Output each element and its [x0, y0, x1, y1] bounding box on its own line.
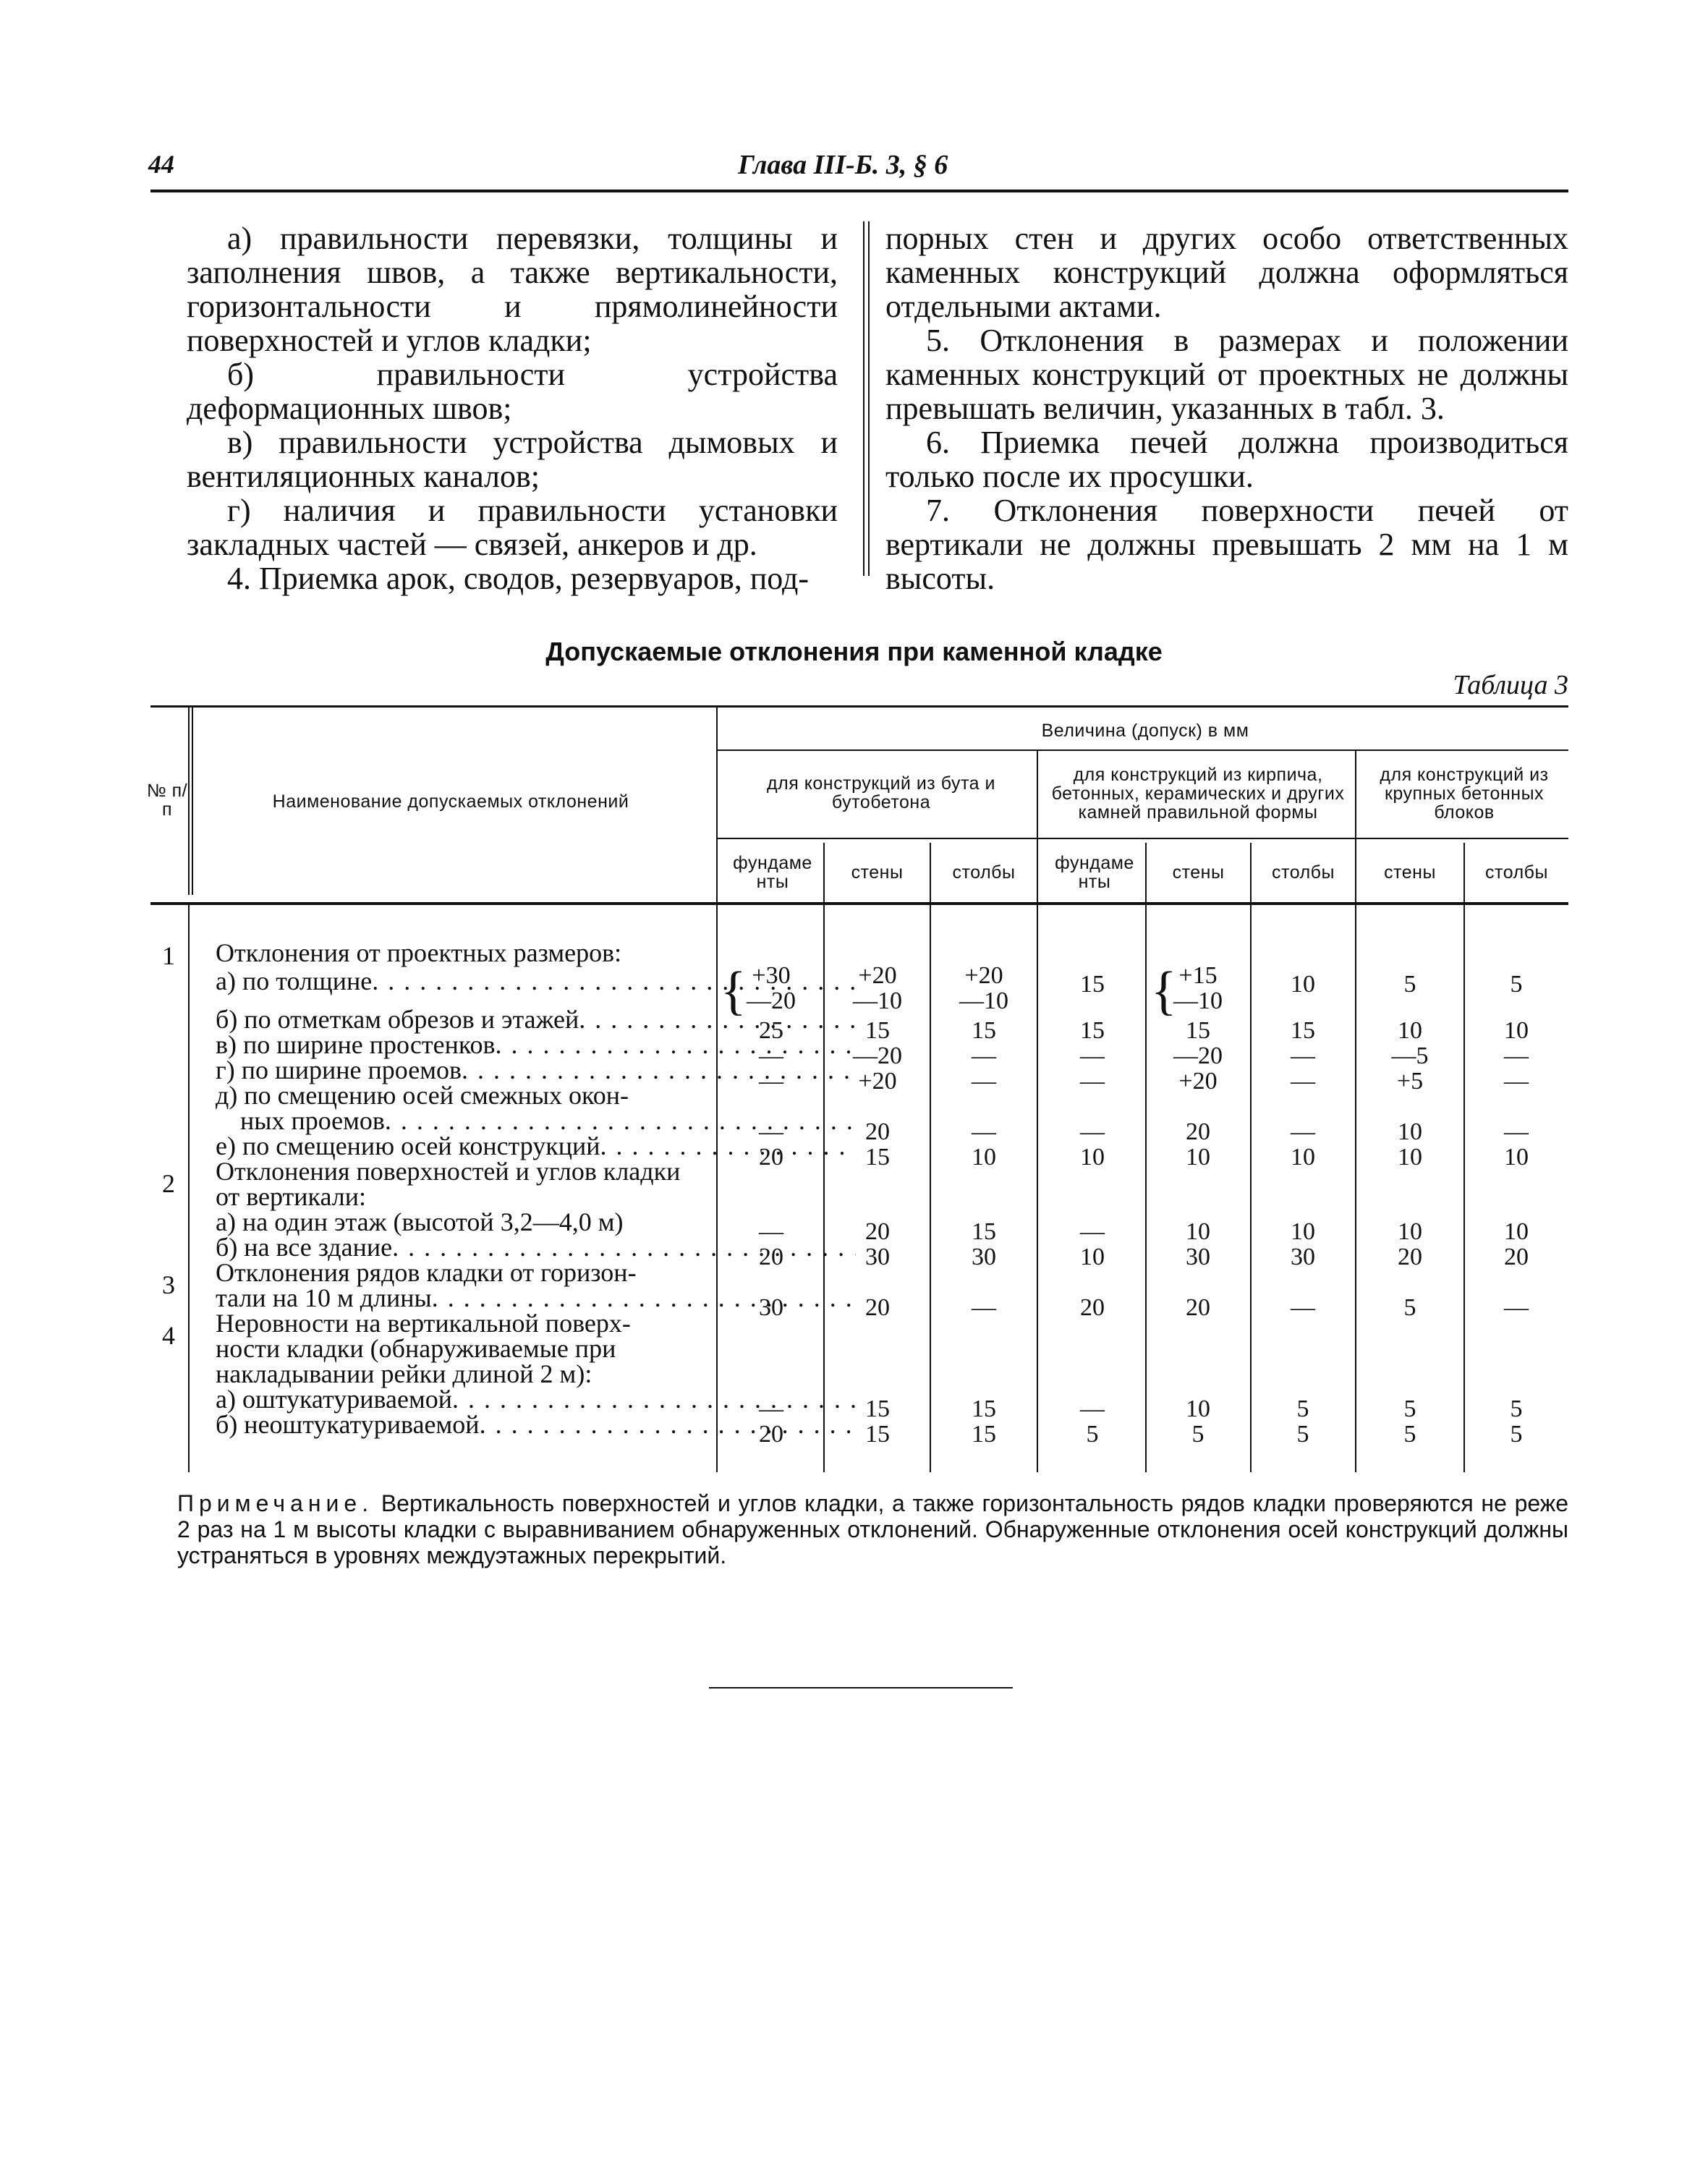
subheader-rule	[716, 838, 1568, 839]
cell-value: 10	[1398, 1118, 1422, 1145]
cell-value: 10	[1291, 971, 1315, 998]
cell-value: 20	[1504, 1244, 1529, 1270]
cell-value: 20	[1186, 1294, 1210, 1321]
subheader-walls: стены	[851, 862, 904, 883]
paragraph: 6. Приемка печей должна производиться только после их просушки.	[885, 425, 1568, 494]
description-text: б) по отметкам обрезов и этажей	[216, 1005, 579, 1034]
cell-value: 20	[865, 1294, 890, 1321]
column-divider	[863, 221, 870, 576]
cell-value: 15	[972, 1218, 996, 1245]
cell-value: —	[972, 1294, 996, 1321]
cell-value: 10	[1398, 1017, 1422, 1044]
cell-value: 30	[972, 1244, 996, 1270]
cell-value: —	[1504, 1068, 1529, 1095]
subheader-columns: столбы	[952, 862, 1016, 883]
cell-value: 15	[972, 1396, 996, 1422]
page-number: 44	[148, 150, 174, 179]
cell-value-part: —10	[1173, 987, 1223, 1014]
cell-value: —	[1080, 1396, 1105, 1422]
cell-value: 10	[1398, 1218, 1422, 1245]
cell-value: —20	[1173, 1042, 1223, 1069]
paragraph: порных стен и других особо ответственных каменных конструкций должна оформляться отдельными актами.	[885, 221, 1568, 324]
description-text: тали на 10 м длины	[216, 1283, 432, 1312]
cell-value: +20	[858, 1068, 897, 1095]
cell-value: 15	[972, 1421, 996, 1448]
cell-value: —	[1080, 1118, 1105, 1145]
cell-value: 30	[865, 1244, 890, 1270]
cell-value: 5	[1510, 971, 1523, 998]
note-label: Примечание.	[177, 1490, 374, 1516]
cell-value: +5	[1396, 1068, 1424, 1095]
cell-value: 15	[865, 1017, 890, 1044]
cell-value: —	[1504, 1118, 1529, 1145]
description-text: а) по толщине	[216, 967, 373, 995]
paragraph: в) правильности устройства дымовых и вентиляционных каналов;	[187, 425, 838, 494]
cell-value: —	[759, 1068, 783, 1095]
cell-value: 5	[1403, 1396, 1416, 1422]
cell-value: —	[972, 1118, 996, 1145]
header-group-blocks: для конструкций из крупных бетонных блоков	[1380, 765, 1549, 823]
cell-value: 20	[1398, 1244, 1422, 1270]
cell-value-part: —10	[959, 987, 1008, 1014]
vertical-rule	[188, 705, 190, 895]
cell-value: 20	[759, 1144, 783, 1171]
paragraph: 7. Отклонения поверхности печей от вертикали не должны превышать 2 мм на 1 м высоты.	[885, 493, 1568, 596]
vertical-rule	[1037, 750, 1038, 1472]
cell-value: —	[1504, 1294, 1529, 1321]
row-descriptions	[216, 940, 856, 1437]
vertical-rule	[192, 705, 193, 895]
cell-value	[1147, 963, 1249, 1014]
vertical-rule	[1250, 843, 1252, 1472]
description-text: е) по смещению осей конструкций	[216, 1131, 600, 1160]
cell-value: —	[1080, 1218, 1105, 1245]
cell-value: 30	[1291, 1244, 1315, 1270]
cell-value: —	[759, 1396, 783, 1422]
cell-value: —	[972, 1042, 996, 1069]
cell-value: 20	[865, 1118, 890, 1145]
description-line: накладывании рейки длиной 2 м):	[216, 1359, 592, 1388]
cell-value: 5	[1510, 1421, 1523, 1448]
cell-value: 10	[1080, 1244, 1105, 1270]
cell-value: 30	[1186, 1244, 1210, 1270]
cell-value: 5	[1403, 971, 1416, 998]
cell-value: 15	[1291, 1017, 1315, 1044]
paragraph: г) наличия и правильности установки закладных частей — связей, анкеров и др.	[187, 493, 838, 562]
group-header-rule	[716, 749, 1568, 751]
description-line: от вертикали:	[216, 1182, 367, 1211]
header-group-brick: для конструкций из кирпича, бетонных, керамических и других камней правильной формы	[1051, 765, 1345, 823]
table-title: Допускаемые отклонения при каменной кладке	[545, 637, 1163, 666]
cell-value: 15	[865, 1396, 890, 1422]
description-line: Неровности на вертикальной поверх-	[216, 1309, 631, 1338]
cell-value-part: +15	[1178, 962, 1218, 989]
description-line: Отклонения рядов кладки от горизон-	[216, 1258, 637, 1287]
cell-value-part: —20	[747, 987, 796, 1014]
vertical-rule	[188, 905, 190, 1472]
cell-value: 10	[1504, 1017, 1529, 1044]
row-number: 3	[162, 1270, 175, 1299]
vertical-rule	[1463, 843, 1465, 1472]
cell-value: 10	[1186, 1396, 1210, 1422]
cell-value-part: +20	[964, 962, 1003, 989]
cell-value: —5	[1391, 1042, 1429, 1069]
cell-value: —	[1291, 1042, 1315, 1069]
description-text: в) по ширине простенков	[216, 1030, 496, 1059]
description-text: г) по ширине проемов	[216, 1055, 462, 1084]
cell-value-part: —10	[853, 987, 902, 1014]
brace-symbol: {	[1151, 961, 1177, 1021]
cell-value: 5	[1086, 1421, 1099, 1448]
header-group-rubble: для конструкций из бута и бутобетона	[767, 773, 995, 812]
cell-value: 20	[1080, 1294, 1105, 1321]
cell-value: —	[759, 1118, 783, 1145]
running-head: Глава III-Б. 3, § 6	[738, 150, 948, 180]
cell-value: 5	[1510, 1396, 1523, 1422]
cell-value	[721, 963, 822, 1014]
header-name: Наименование допускаемых отклонений	[272, 791, 629, 812]
description-line: а) на один этаж (высотой 3,2—4,0 м)	[216, 1207, 624, 1236]
header-number: № п/п	[146, 781, 188, 820]
cell-value: —	[1504, 1042, 1529, 1069]
cell-value: —	[759, 1042, 783, 1069]
cell-value: 20	[759, 1421, 783, 1448]
right-text-column	[885, 221, 1568, 595]
vertical-rule	[1355, 750, 1356, 1472]
cell-value	[933, 963, 1034, 1014]
cell-value: 20	[1186, 1118, 1210, 1145]
cell-value: 5	[1403, 1294, 1416, 1321]
cell-value: —	[1291, 1118, 1315, 1145]
cell-value: 20	[865, 1218, 890, 1245]
cell-value: 15	[865, 1144, 890, 1171]
vertical-rule	[1145, 843, 1147, 1472]
description-line: д) по смещению осей смежных окон-	[216, 1081, 629, 1110]
subheader-foundations: фундаменты	[733, 853, 812, 892]
cell-value	[827, 963, 928, 1014]
cell-value: 15	[1080, 1017, 1105, 1044]
row-number: 4	[162, 1321, 175, 1350]
cell-value: —20	[853, 1042, 902, 1069]
subheader-columns: столбы	[1485, 862, 1548, 883]
cell-value: 15	[1080, 971, 1105, 998]
deviations-table	[146, 705, 1568, 1479]
cell-value: 10	[1186, 1218, 1210, 1245]
paragraph: а) правильности перевязки, толщины и заполнения швов, а также вертикальности, горизонтальности и прямолинейности поверхностей и углов кладки;	[187, 221, 838, 358]
row-number: 2	[162, 1169, 175, 1198]
cell-value: 10	[1186, 1144, 1210, 1171]
cell-value: —	[759, 1218, 783, 1245]
cell-value: —	[1291, 1068, 1315, 1095]
description-line: Отклонения поверхностей и углов кладки	[216, 1157, 681, 1186]
cell-value: —	[1080, 1068, 1105, 1095]
cell-value: 5	[1296, 1421, 1309, 1448]
cell-value-part: +30	[752, 962, 791, 989]
left-text-column	[187, 221, 838, 595]
note-text: Вертикальность поверхностей и углов кладки, а также горизонтальность рядов кладки проверяются не реже 2 раз на 1 м высоты кладки с выравниванием обнаруженных отклонений. Обнаруженные отклонения осей конструкций должны устраняться в уровнях междуэтажных перекрытий.	[177, 1490, 1569, 1568]
cell-value: —	[1080, 1042, 1105, 1069]
cell-value: 15	[865, 1421, 890, 1448]
cell-value: 15	[972, 1017, 996, 1044]
header-rule	[150, 190, 1568, 192]
cell-value: 15	[1186, 1017, 1210, 1044]
cell-value: 5	[1191, 1421, 1204, 1448]
cell-value: 10	[1504, 1144, 1529, 1171]
paragraph: 5. Отклонения в размерах и положении каменных конструкций от проектных не должны превышать величин, указанных в табл. 3.	[885, 323, 1568, 426]
description-text: ных проемов	[240, 1106, 385, 1135]
cell-value: 10	[1291, 1144, 1315, 1171]
description-text: а) оштукатуриваемой	[216, 1385, 452, 1414]
table-top-rule	[150, 705, 1568, 708]
cell-value: 5	[1403, 1421, 1416, 1448]
cell-value: 25	[759, 1017, 783, 1044]
description-line: ности кладки (обнаруживаемые при	[216, 1334, 616, 1363]
cell-value: —	[972, 1068, 996, 1095]
cell-value: 10	[1291, 1218, 1315, 1245]
paragraph: б) правильности устройства деформационных швов;	[187, 357, 838, 426]
paragraph: 4. Приемка арок, сводов, резервуаров, под-	[227, 561, 810, 596]
cell-value: 10	[1398, 1144, 1422, 1171]
cell-value: 20	[759, 1244, 783, 1270]
end-rule	[709, 1687, 1013, 1689]
description-line: Отклонения от проектных размеров:	[216, 938, 622, 967]
cell-value: 10	[972, 1144, 996, 1171]
cell-value: 30	[759, 1294, 783, 1321]
subheader-walls: стены	[1384, 862, 1436, 883]
description-text: б) неоштукатуриваемой	[216, 1410, 480, 1439]
cell-value: 5	[1296, 1396, 1309, 1422]
subheader-foundations: фундаменты	[1055, 853, 1134, 892]
cell-value: —	[1291, 1294, 1315, 1321]
cell-value: +20	[1178, 1068, 1218, 1095]
header-value-group: Величина (допуск) в мм	[1041, 721, 1249, 741]
cell-value: 10	[1080, 1144, 1105, 1171]
description-text: б) на все здание	[216, 1233, 393, 1262]
subheader-columns: столбы	[1272, 862, 1335, 883]
cell-value: 10	[1504, 1218, 1529, 1245]
vertical-rule	[930, 843, 931, 1472]
cell-value-part: +20	[858, 962, 897, 989]
subheader-walls: стены	[1172, 862, 1225, 883]
brace-symbol: {	[721, 961, 747, 1021]
table-label: Таблица 3	[1453, 670, 1568, 700]
table-note	[177, 1490, 1568, 1568]
row-number: 1	[162, 941, 175, 970]
